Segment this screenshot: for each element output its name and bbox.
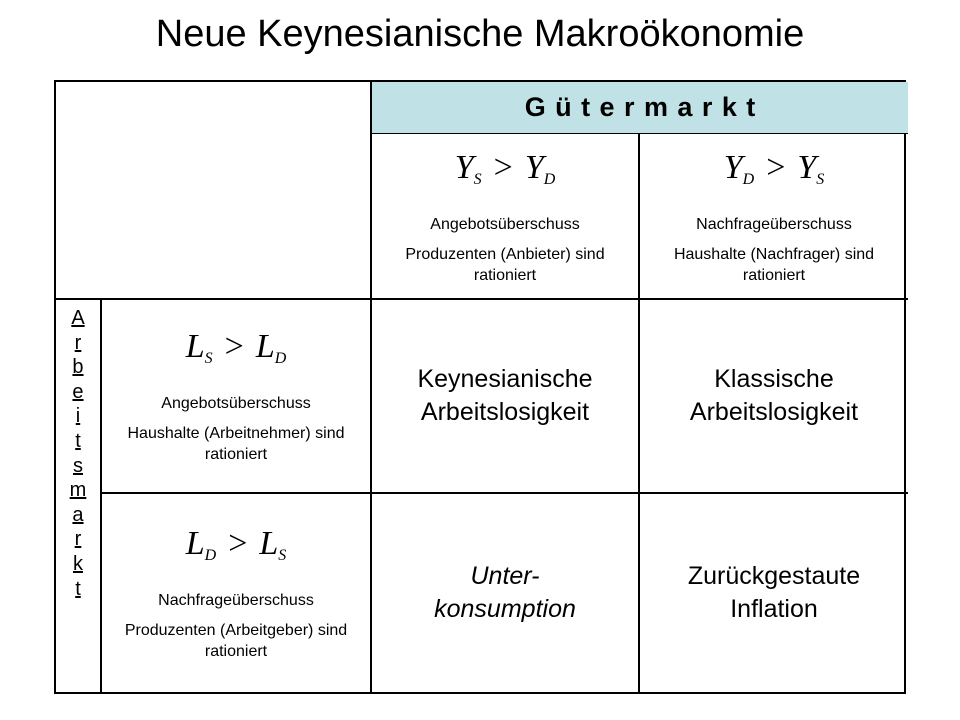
arbeitsmarkt-letter: r: [74, 528, 82, 551]
empty-corner-cell: [56, 82, 372, 300]
arbeitsmarkt-vertical-label: [70, 306, 87, 601]
formula-ls-gt-ld: $L_S > L_D$: [185, 328, 287, 367]
arbeitsmarkt-letter: i: [75, 405, 81, 428]
arbeitsmarkt-letter: b: [72, 356, 84, 379]
arbeitsmarkt-letter: r: [74, 331, 82, 354]
col-demand-note: Haushalte (Nachfrager) sind rationiert: [673, 246, 875, 284]
col-demand-label: Nachfrageüberschuss: [696, 216, 852, 233]
arbeitsmarkt-letter: A: [71, 307, 85, 329]
arbeitsmarkt-letter: s: [72, 454, 83, 477]
keynesian-unemployment-cell: Keynesianische Arbeitslosigkeit: [372, 300, 640, 494]
row-header-labour-supply-excess: [102, 300, 372, 494]
regime-matrix: [54, 80, 906, 694]
col-supply-note: Produzenten (Anbieter) sind rationiert: [405, 246, 605, 284]
guetermarkt-header: Gütermarkt: [372, 82, 908, 134]
row-supply-note: Haushalte (Arbeitnehmer) sind rationiert: [127, 425, 345, 463]
page-title: Neue Keynesianische Makroökonomie: [155, 13, 805, 55]
formula-ld-gt-ls: $L_D > L_S$: [185, 525, 287, 564]
arbeitsmarkt-letter: e: [72, 380, 84, 403]
col-supply-label: Angebotsüberschuss: [430, 216, 580, 233]
arbeitsmarkt-letter: m: [69, 479, 87, 502]
col-header-demand-excess: [640, 134, 908, 300]
arbeitsmarkt-letter: t: [75, 429, 81, 452]
arbeitsmarkt-letter: a: [72, 503, 84, 526]
row-header-labour-demand-excess: [102, 494, 372, 692]
arbeitsmarkt-letter: t: [75, 577, 81, 600]
repressed-inflation-cell: Zurückgestaute Inflation: [687, 562, 861, 623]
arbeitsmarkt-side-header: [56, 300, 102, 692]
underconsumption-cell: Unter- konsumption: [372, 494, 640, 692]
row-demand-label: Nachfrageüberschuss: [158, 592, 314, 609]
col-header-supply-excess: [372, 134, 640, 300]
row-demand-note: Produzenten (Arbeitgeber) sind rationiert: [124, 622, 348, 660]
formula-ys-gt-yd: $Y_S > Y_D$: [454, 149, 556, 188]
formula-yd-gt-ys: $Y_D > Y_S$: [723, 149, 825, 188]
row-supply-label: Angebotsüberschuss: [161, 395, 311, 412]
classical-unemployment-cell: Klassische Arbeitslosigkeit: [640, 300, 908, 494]
arbeitsmarkt-letter: k: [72, 552, 83, 575]
